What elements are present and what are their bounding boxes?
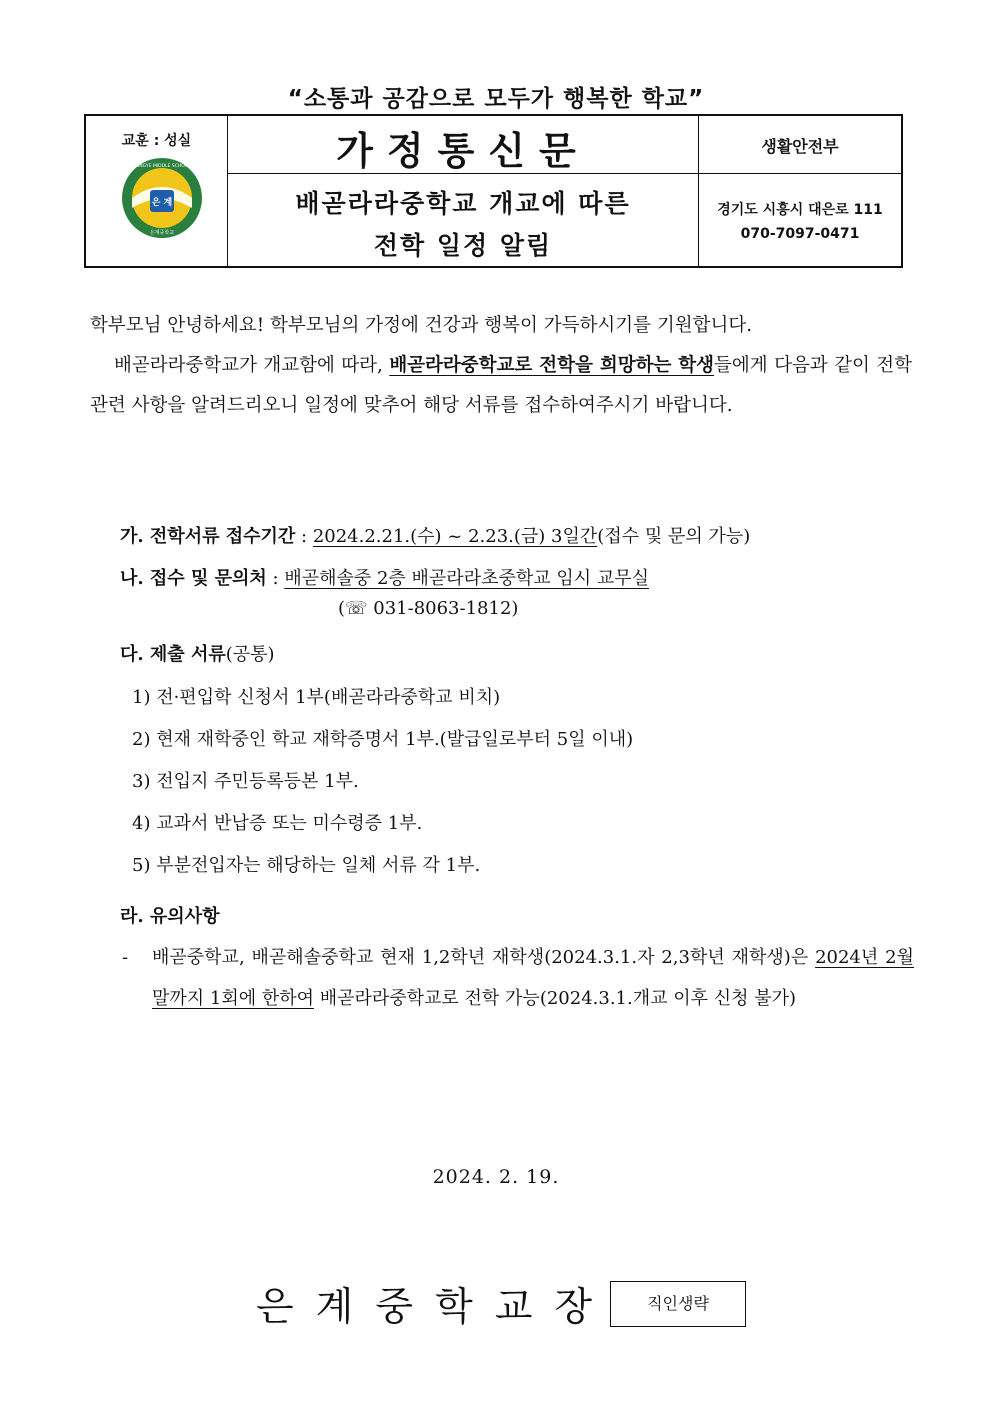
intro-text-pre: 배곧라라중학교가 개교함에 따라, — [114, 355, 390, 376]
document-item: 5) 부분전입자는 해당하는 일체 서류 각 1부. — [132, 855, 481, 876]
document-item: 1) 전·편입학 신청서 1부(배곧라라중학교 비치) — [132, 687, 501, 708]
newsletter-header-table — [84, 114, 903, 268]
emblem-center-text: 은 계 — [151, 198, 173, 208]
school-motto-banner: “소통과 공감으로 모두가 행복한 학교” — [287, 86, 705, 112]
intro-paragraph — [90, 346, 912, 426]
contact-separator: : — [266, 568, 285, 589]
documents-note: (공통) — [225, 644, 275, 665]
school-motto-label: 교훈 : 성실 — [121, 133, 192, 149]
notes-text-pre: 배곧중학교, 배곧해솔중학교 현재 1,2학년 재학생(2024.3.1.자 2,3학년 재학생)은 — [152, 947, 816, 968]
department-cell — [699, 116, 901, 174]
intro-text-post: 들에게 다음과 같이 전학 관련 사항을 알려드리오니 일정에 맞추어 해당 서류를 접수하여주시기 바랍니다. — [90, 355, 912, 416]
document-item: 2) 현재 재학중인 학교 재학증명서 1부.(발급일로부터 5일 이내) — [132, 729, 634, 750]
intro-highlight: 배곧라라중학교로 전학을 희망하는 학생 — [389, 355, 715, 376]
issue-date: 2024. 2. 19. — [432, 1166, 560, 1188]
contact-label: 나. 접수 및 문의처 — [120, 568, 267, 589]
period-note: (접수 및 문의 가능) — [597, 526, 751, 547]
notes-text-post: 배곧라라중학교로 전학 가능(2024.3.1.개교 이후 신청 불가) — [314, 988, 797, 1009]
greeting-paragraph: 학부모님 안녕하세요! 학부모님의 가정에 건강과 행복이 가득하시기를 기원합니다. — [90, 315, 753, 336]
period-separator: : — [295, 526, 313, 547]
documents-label: 다. 제출 서류 — [120, 644, 226, 665]
school-emblem-icon — [120, 156, 204, 240]
title-cell — [228, 116, 699, 174]
principal-signature: 은계중학교장 — [256, 1285, 615, 1330]
period-label: 가. 전학서류 접수기간 — [120, 526, 296, 547]
section-notes-label: 라. 유의사항 — [120, 906, 220, 927]
section-period — [120, 522, 750, 548]
school-phone: 070-7097-0471 — [740, 226, 860, 242]
emblem-ring-top-text: EUNGYE MIDDLE SCHOOL — [133, 164, 191, 169]
section-documents — [120, 640, 275, 666]
period-value: 2024.2.21.(수) ~ 2.23.(금) 3일간 — [312, 526, 598, 547]
department-name: 생활안전부 — [761, 137, 839, 156]
subtitle-line-2: 전학 일정 알림 — [373, 231, 553, 260]
school-address: 경기도 시흥시 대은로 111 — [717, 202, 883, 218]
section-contact — [120, 564, 649, 590]
notes-text — [152, 937, 914, 1019]
notes-highlight: 2024년 2월 말까지 1회에 한하여 — [152, 947, 914, 1009]
document-item: 3) 전입지 주민등록등본 1부. — [132, 771, 359, 792]
contact-phone: (☏ 031-8063-1812) — [338, 598, 519, 619]
notes-item — [122, 937, 914, 1019]
address-cell — [699, 174, 901, 266]
contact-location: 배곧해솔중 2층 배곧라라초중학교 임시 교무실 — [284, 568, 650, 589]
emblem-ring-bottom-text: 은계중학교 — [149, 230, 175, 236]
motto-cell — [86, 116, 228, 266]
seal-omitted-box: 직인생략 — [610, 1281, 746, 1327]
subtitle-line-1: 배곧라라중학교 개교에 따른 — [295, 189, 631, 218]
notes-dash: - — [122, 947, 129, 968]
document-item: 4) 교과서 반납증 또는 미수령증 1부. — [132, 813, 423, 834]
document-title: 가정통신문 — [336, 129, 590, 173]
subtitle-cell — [228, 174, 699, 266]
